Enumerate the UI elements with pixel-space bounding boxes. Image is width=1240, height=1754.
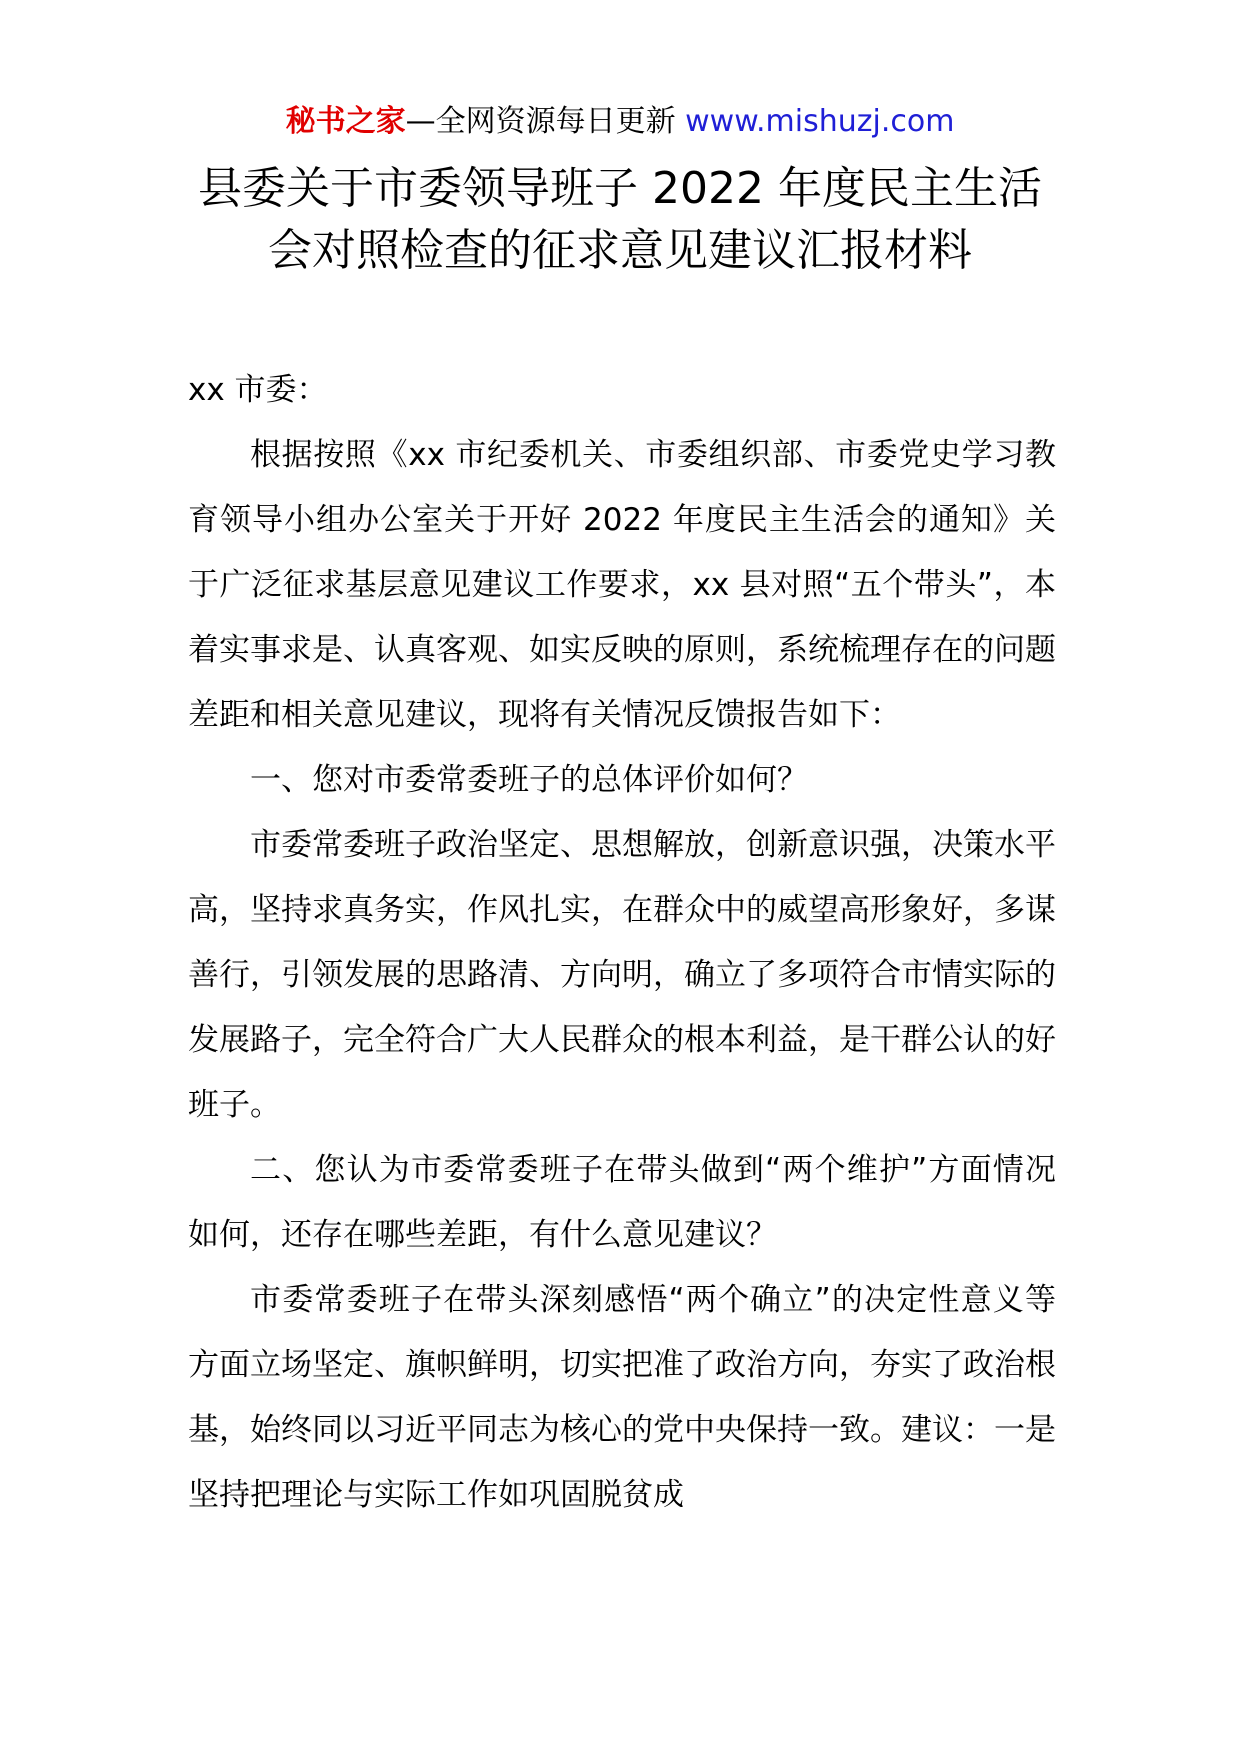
header-tagline: —全网资源每日更新 [405,104,686,139]
question-1-heading: 一、您对市委常委班子的总体评价如何？ [250,762,808,798]
site-header [0,100,1240,144]
intro-paragraph: 根据按照《xx 市纪委机关、市委组织部、市委党史学习教育领导小组办公室关于开好 2022 年度民主生活会的通知》关于广泛征求基层意见建议工作要求，xx 县对照“五个带头”，本着实事求是、认真客观、如实反映的原则，系统梳理存在的问题差距和相关意见建议，现将有关情况反馈报告如下： [188,437,1056,733]
salutation: xx 市委： [188,372,328,408]
question-2-heading: 二、您认为市委常委班子在带头做到“两个维护”方面情况如何，还存在哪些差距，有什么意见建议？ [188,1152,1056,1253]
website-link[interactable]: www.mishuzj.com [685,104,955,139]
answer-1-paragraph: 市委常委班子政治坚定、思想解放，创新意识强，决策水平高，坚持求真务实，作风扎实，在群众中的威望高形象好，多谋善行，引领发展的思路清、方向明，确立了多项符合市情实际的发展路子，完全符合广大人民群众的根本利益，是干群公认的好班子。 [188,827,1056,1123]
answer-2-paragraph: 市委常委班子在带头深刻感悟“两个确立”的决定性意义等方面立场坚定、旗帜鲜明，切实把准了政治方向，夯实了政治根基，始终同以习近平同志为核心的党中央保持一致。建议：一是坚持把理论与实际工作如巩固脱贫成 [188,1282,1056,1513]
brand-name: 秘书之家 [285,104,406,139]
document-body [188,358,1056,1528]
title-line-1: 县委关于市委领导班子 2022 年度民主生活 [198,163,1042,214]
document-title [150,158,1090,282]
title-line-2: 会对照检查的征求意见建议汇报材料 [268,225,972,276]
